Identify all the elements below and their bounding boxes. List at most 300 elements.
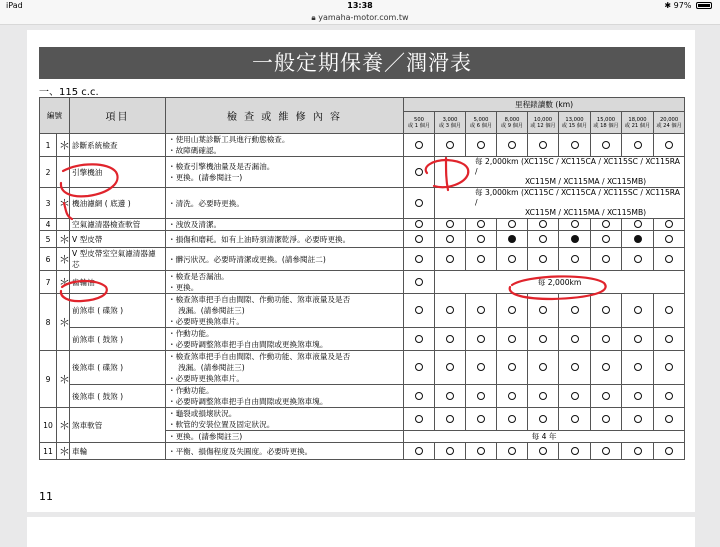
check-line: ・ 洩放及清潔。 xyxy=(168,220,221,229)
circle-mark xyxy=(508,335,516,343)
interval-mark xyxy=(466,219,497,231)
interval-km: 10,000 xyxy=(533,116,553,123)
interval-mark xyxy=(591,328,622,351)
interval-header xyxy=(591,112,622,134)
table-row xyxy=(40,351,685,385)
row-checks xyxy=(166,271,404,294)
check-line: ・ 更換。(請參閱註三) xyxy=(168,432,242,441)
interval-mark xyxy=(622,351,654,385)
circle-mark xyxy=(571,141,579,149)
circle-mark xyxy=(508,447,516,455)
circle-mark xyxy=(477,447,485,455)
row-number: 8 xyxy=(40,294,57,351)
circle-mark xyxy=(539,235,547,243)
row-item: 車輪 xyxy=(70,443,166,460)
circle-mark xyxy=(634,141,642,149)
circle-mark xyxy=(634,392,642,400)
circle-mark xyxy=(665,141,673,149)
note-sub: XC115M / XC115MA / XC115MB) xyxy=(525,208,647,217)
row-number: 11 xyxy=(40,443,57,460)
check-line: ・ 檢查引擎機油量及是否漏油。 xyxy=(168,162,274,171)
interval-mark xyxy=(591,248,622,271)
interval-mark xyxy=(528,231,559,248)
interval-mark xyxy=(654,385,685,408)
interval-mark xyxy=(559,385,591,408)
interval-mark xyxy=(622,219,654,231)
row-checks xyxy=(166,157,404,188)
row-number: 5 xyxy=(40,231,57,248)
row-number: 3 xyxy=(40,188,57,219)
row-number: 7 xyxy=(40,271,57,294)
circle-mark xyxy=(539,363,547,371)
circle-mark xyxy=(477,235,485,243)
interval-mark xyxy=(654,248,685,271)
row-checks xyxy=(166,231,404,248)
interval-mark xyxy=(654,134,685,157)
interval-mark xyxy=(404,231,435,248)
row-item: 齒輪油 xyxy=(70,271,166,294)
maintenance-table xyxy=(39,97,685,460)
circle-mark xyxy=(477,415,485,423)
circle-mark xyxy=(539,220,547,228)
interval-mark xyxy=(435,294,466,328)
bluetooth-icon: ✱ xyxy=(664,1,672,10)
interval-km: 20,000 xyxy=(659,116,679,123)
interval-mark xyxy=(622,443,654,460)
interval-header xyxy=(404,112,435,134)
table-row xyxy=(40,219,685,231)
interval-mark xyxy=(654,219,685,231)
interval-months: 或 3 個月 xyxy=(438,122,462,129)
circle-mark xyxy=(571,392,579,400)
circle-mark xyxy=(665,335,673,343)
table-row xyxy=(40,271,685,294)
interval-mark xyxy=(497,219,528,231)
check-line: ・ 必要時調整煞車把手自由間隙或更換煞車塊。 xyxy=(168,340,327,349)
circle-mark xyxy=(539,415,547,423)
circle-mark xyxy=(477,392,485,400)
interval-months: 或 12 個月 xyxy=(530,122,556,129)
row-asterisk: ＊ xyxy=(57,231,70,248)
table-row xyxy=(40,385,685,408)
interval-months: 或 18 個月 xyxy=(593,122,619,129)
interval-mark xyxy=(435,385,466,408)
interval-note: 每 2,000km xyxy=(435,271,685,294)
circle-mark xyxy=(446,255,454,263)
circle-mark xyxy=(446,306,454,314)
row-item: 機油濾網 ( 底邊 ) xyxy=(70,188,166,219)
row-asterisk: ＊ xyxy=(57,271,70,294)
table-row xyxy=(40,188,685,219)
row-item: 前煞車 ( 鼓煞 ) xyxy=(70,328,166,351)
interval-mark xyxy=(528,443,559,460)
circle-mark xyxy=(508,255,516,263)
interval-months: 或 6 個月 xyxy=(469,122,493,129)
url-text[interactable]: yamaha-motor.com.tw xyxy=(318,13,409,22)
circle-mark xyxy=(446,392,454,400)
interval-note xyxy=(435,188,685,219)
interval-mark xyxy=(435,328,466,351)
interval-mark xyxy=(435,351,466,385)
row-checks xyxy=(166,328,404,351)
circle-mark xyxy=(508,306,516,314)
interval-mark xyxy=(622,328,654,351)
interval-mark xyxy=(559,294,591,328)
interval-mark xyxy=(591,351,622,385)
interval-mark xyxy=(654,408,685,431)
row-asterisk: ＊ xyxy=(57,188,70,219)
circle-mark xyxy=(415,363,423,371)
interval-mark xyxy=(466,294,497,328)
row-number: 1 xyxy=(40,134,57,157)
circle-mark xyxy=(665,392,673,400)
check-line: ・ 龜裂或損壞狀況。 xyxy=(168,409,236,418)
device-label: iPad xyxy=(6,1,23,10)
row-item: 診斷系統檢查 xyxy=(70,134,166,157)
circle-mark xyxy=(602,255,610,263)
interval-mark xyxy=(654,443,685,460)
interval-mark xyxy=(404,294,435,328)
interval-mark xyxy=(404,328,435,351)
row-item: V 型皮帶 xyxy=(70,231,166,248)
interval-mark xyxy=(622,248,654,271)
page-number: 11 xyxy=(39,490,53,503)
header-item: 項目 xyxy=(70,98,166,134)
interval-mark xyxy=(435,231,466,248)
check-line: ・ 作動功能。 xyxy=(168,386,214,395)
table-row xyxy=(40,231,685,248)
interval-mark xyxy=(497,248,528,271)
circle-mark xyxy=(415,199,423,207)
interval-mark xyxy=(622,134,654,157)
circle-mark xyxy=(477,141,485,149)
circle-mark xyxy=(634,255,642,263)
circle-mark xyxy=(665,447,673,455)
row-asterisk: ＊ xyxy=(57,294,70,351)
row-item: 空氣濾清器檢查軟管 xyxy=(70,219,166,231)
circle-mark xyxy=(415,306,423,314)
interval-mark xyxy=(622,408,654,431)
circle-mark xyxy=(477,220,485,228)
row-asterisk: ＊ xyxy=(57,408,70,443)
check-line: ・ 清洗。必要時更換。 xyxy=(168,199,244,208)
check-line: ・ 使用山葉診斷工具進行動態檢查。 xyxy=(168,135,290,144)
check-line: 洩漏。(請參閱註三) xyxy=(178,306,245,315)
interval-note xyxy=(435,157,685,188)
circle-mark xyxy=(415,335,423,343)
interval-mark xyxy=(528,408,559,431)
circle-mark xyxy=(539,306,547,314)
interval-mark xyxy=(654,294,685,328)
interval-mark xyxy=(528,328,559,351)
note-main: 每 3,000km (XC115C / XC115CA / XC115SC / XC115RA / xyxy=(475,188,680,207)
circle-mark xyxy=(446,235,454,243)
interval-header xyxy=(622,112,654,134)
table-row xyxy=(40,328,685,351)
filled-dot-mark xyxy=(634,235,642,243)
circle-mark xyxy=(508,415,516,423)
interval-note: 每 4 年 xyxy=(404,431,685,443)
circle-mark xyxy=(415,278,423,286)
row-item: 後煞車 ( 鼓煞 ) xyxy=(70,385,166,408)
circle-mark xyxy=(539,141,547,149)
circle-mark xyxy=(634,363,642,371)
row-number: 6 xyxy=(40,248,57,271)
circle-mark xyxy=(446,415,454,423)
interval-mark xyxy=(404,219,435,231)
circle-mark xyxy=(446,220,454,228)
interval-mark xyxy=(435,134,466,157)
row-checks xyxy=(166,351,404,385)
interval-header xyxy=(559,112,591,134)
circle-mark xyxy=(665,415,673,423)
interval-mark xyxy=(404,385,435,408)
interval-mark xyxy=(622,231,654,248)
interval-mark xyxy=(528,248,559,271)
check-line: ・ 檢查煞車把手自由間隙、作動功能、煞車液量及是否 xyxy=(168,352,350,361)
circle-mark xyxy=(665,220,673,228)
table-row xyxy=(40,248,685,271)
table-row xyxy=(40,443,685,460)
interval-mark xyxy=(559,231,591,248)
row-item: 後煞車 ( 碟煞 ) xyxy=(70,351,166,385)
interval-km: 15,000 xyxy=(596,116,616,123)
interval-mark xyxy=(497,443,528,460)
circle-mark xyxy=(539,255,547,263)
circle-mark xyxy=(602,220,610,228)
interval-mark xyxy=(497,134,528,157)
interval-mark xyxy=(591,408,622,431)
interval-mark xyxy=(497,351,528,385)
table-row xyxy=(40,134,685,157)
circle-mark xyxy=(508,392,516,400)
check-line: 洩漏。(請參閱註三) xyxy=(178,363,245,372)
row-item: V 型皮帶室空氣濾清器濾芯 xyxy=(70,248,166,271)
interval-km: 3,000 xyxy=(442,116,458,123)
circle-mark xyxy=(508,220,516,228)
note-sub: XC115M / XC115MA / XC115MB) xyxy=(525,177,647,186)
circle-mark xyxy=(477,363,485,371)
lock-icon: 🔒︎ xyxy=(311,13,316,22)
interval-header xyxy=(654,112,685,134)
interval-mark xyxy=(497,385,528,408)
note-main: 每 2,000km (XC115C / XC115CA / XC115SC / XC115RA / xyxy=(475,157,680,176)
circle-mark xyxy=(602,392,610,400)
interval-mark xyxy=(591,385,622,408)
interval-header xyxy=(497,112,528,134)
circle-mark xyxy=(446,447,454,455)
interval-mark xyxy=(654,351,685,385)
interval-months: 或 24 個月 xyxy=(656,122,682,129)
interval-mark xyxy=(559,408,591,431)
circle-mark xyxy=(415,392,423,400)
interval-header xyxy=(466,112,497,134)
circle-mark xyxy=(602,335,610,343)
circle-mark xyxy=(415,235,423,243)
row-item: 煞車軟管 xyxy=(70,408,166,443)
circle-mark xyxy=(602,447,610,455)
table-row xyxy=(40,294,685,328)
circle-mark xyxy=(571,306,579,314)
filled-dot-mark xyxy=(571,235,579,243)
interval-mark xyxy=(497,294,528,328)
interval-mark xyxy=(435,248,466,271)
battery-icon xyxy=(696,2,712,9)
table-row xyxy=(40,157,685,188)
check-line: ・ 檢查是否漏油。 xyxy=(168,272,229,281)
circle-mark xyxy=(665,306,673,314)
filled-dot-mark xyxy=(508,235,516,243)
circle-mark xyxy=(602,306,610,314)
circle-mark xyxy=(508,363,516,371)
circle-mark xyxy=(446,363,454,371)
circle-mark xyxy=(602,363,610,371)
interval-mark xyxy=(559,328,591,351)
interval-mark xyxy=(654,231,685,248)
circle-mark xyxy=(415,220,423,228)
interval-mark xyxy=(559,443,591,460)
interval-months: 或 15 個月 xyxy=(561,122,588,129)
row-asterisk: ＊ xyxy=(57,248,70,271)
interval-km: 8,000 xyxy=(504,116,520,123)
battery-percent: 97% xyxy=(673,1,692,10)
interval-header xyxy=(435,112,466,134)
interval-mark xyxy=(591,134,622,157)
circle-mark xyxy=(415,168,423,176)
header-no: 編號 xyxy=(40,98,70,134)
page-title: 一般定期保養／潤滑表 xyxy=(39,47,685,79)
row-mark-first xyxy=(404,157,435,188)
circle-mark xyxy=(665,235,673,243)
row-number: 10 xyxy=(40,408,57,443)
row-number: 9 xyxy=(40,351,57,408)
circle-mark xyxy=(415,447,423,455)
interval-mark xyxy=(466,443,497,460)
interval-km: 13,000 xyxy=(565,116,584,123)
url-bar[interactable] xyxy=(0,11,720,25)
pdf-page xyxy=(27,30,695,512)
interval-mark xyxy=(466,134,497,157)
check-line: ・ 必要時調整煞車把手自由間隙或更換煞車塊。 xyxy=(168,397,327,406)
interval-mark xyxy=(404,443,435,460)
interval-mark xyxy=(622,385,654,408)
row-checks xyxy=(166,219,404,231)
status-bar xyxy=(0,0,720,11)
circle-mark xyxy=(415,141,423,149)
interval-km: 18,000 xyxy=(628,116,647,123)
interval-mark xyxy=(591,219,622,231)
circle-mark xyxy=(634,447,642,455)
circle-mark xyxy=(539,447,547,455)
circle-mark xyxy=(634,335,642,343)
interval-mark xyxy=(404,408,435,431)
interval-months: 或 9 個月 xyxy=(500,122,524,129)
circle-mark xyxy=(477,306,485,314)
interval-header xyxy=(528,112,559,134)
circle-mark xyxy=(539,392,547,400)
status-time: 13:38 xyxy=(347,1,373,10)
row-checks xyxy=(166,408,404,431)
interval-mark xyxy=(559,248,591,271)
row-checks xyxy=(166,188,404,219)
interval-months: 或 1 個月 xyxy=(407,122,431,129)
circle-mark xyxy=(634,220,642,228)
circle-mark xyxy=(571,447,579,455)
interval-mark xyxy=(466,385,497,408)
circle-mark xyxy=(665,363,673,371)
circle-mark xyxy=(477,255,485,263)
check-line: ・ 平衡、損傷程度及失圓度。必要時更換。 xyxy=(168,447,312,456)
header-odometer: 里程錶讀數 (km) xyxy=(404,98,685,112)
row-checks xyxy=(166,443,404,460)
circle-mark xyxy=(415,415,423,423)
row-checks xyxy=(166,431,404,443)
interval-mark xyxy=(528,134,559,157)
interval-mark xyxy=(528,219,559,231)
interval-km: 500 xyxy=(414,116,424,123)
interval-mark xyxy=(404,248,435,271)
interval-mark xyxy=(528,351,559,385)
interval-mark xyxy=(497,231,528,248)
circle-mark xyxy=(665,255,673,263)
status-right xyxy=(664,0,712,11)
check-line: ・ 軟管的安裝位置及固定狀況。 xyxy=(168,420,274,429)
check-line: ・ 作動功能。 xyxy=(168,329,214,338)
row-checks xyxy=(166,385,404,408)
row-number: 2 xyxy=(40,157,57,188)
interval-mark xyxy=(466,408,497,431)
interval-mark xyxy=(435,219,466,231)
interval-mark xyxy=(435,408,466,431)
row-number: 4 xyxy=(40,219,57,231)
check-line: ・ 必要時更換煞車片。 xyxy=(168,374,244,383)
circle-mark xyxy=(571,220,579,228)
interval-mark xyxy=(466,351,497,385)
interval-mark xyxy=(559,351,591,385)
interval-mark xyxy=(497,408,528,431)
interval-mark xyxy=(528,294,559,328)
circle-mark xyxy=(446,335,454,343)
interval-mark xyxy=(654,328,685,351)
next-pdf-page xyxy=(27,517,695,547)
interval-mark xyxy=(591,294,622,328)
circle-mark xyxy=(602,141,610,149)
row-asterisk: ＊ xyxy=(57,443,70,460)
interval-mark xyxy=(466,328,497,351)
row-mark-first xyxy=(404,188,435,219)
section-subtitle: 一、115 c.c. xyxy=(39,87,99,98)
row-asterisk xyxy=(57,219,70,231)
circle-mark xyxy=(602,415,610,423)
interval-mark xyxy=(404,134,435,157)
circle-mark xyxy=(571,255,579,263)
row-asterisk xyxy=(57,157,70,188)
header-check: 檢 查 或 維 修 內 容 xyxy=(166,98,404,134)
circle-mark xyxy=(571,415,579,423)
interval-mark xyxy=(622,294,654,328)
check-line: ・ 損傷和磨耗。如有上油時須清潔乾淨。必要時更換。 xyxy=(168,235,350,244)
row-mark-first xyxy=(404,271,435,294)
check-line: ・ 檢查煞車把手自由間隙、作動功能、煞車液量及是否 xyxy=(168,295,350,304)
row-asterisk: ＊ xyxy=(57,134,70,157)
interval-mark xyxy=(559,134,591,157)
circle-mark xyxy=(571,363,579,371)
check-line: ・ 必要時更換煞車片。 xyxy=(168,317,244,326)
circle-mark xyxy=(477,335,485,343)
circle-mark xyxy=(539,335,547,343)
row-item: 前煞車 ( 碟煞 ) xyxy=(70,294,166,328)
interval-mark xyxy=(466,248,497,271)
